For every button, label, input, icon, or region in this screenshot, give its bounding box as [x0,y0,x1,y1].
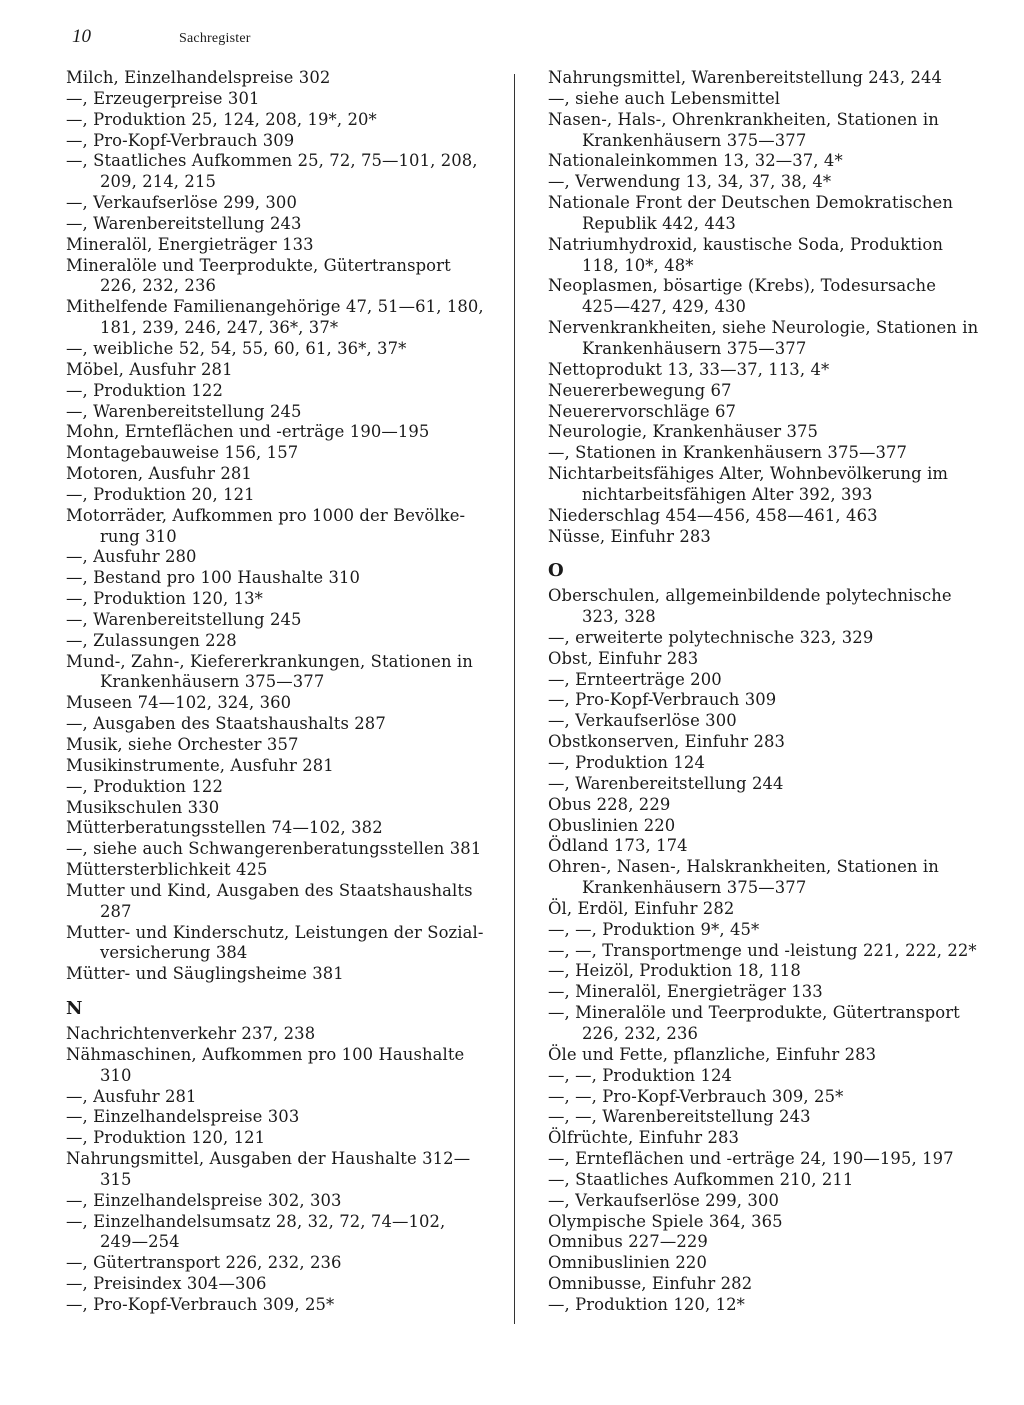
index-entry: —, Ausfuhr 281 [66,1086,197,1106]
index-entry: —, Stationen in Krankenhäusern 375—377 [548,443,908,463]
index-entry-continuation: versicherung 384 [100,943,248,963]
index-entry: —, Warenbereitstellung 243 [66,213,302,233]
index-entry: —, Produktion 120, 121 [66,1128,266,1148]
index-entry: Nähmaschinen, Aufkommen pro 100 Haushalte [66,1044,465,1064]
index-entry: —, Gütertransport 226, 232, 236 [66,1253,342,1273]
index-entry: —, Ausgaben des Staatshaushalts 287 [66,714,386,734]
index-entry: Mineralöl, Energieträger 133 [66,234,314,254]
index-entry: —, Einzelhandelsumsatz 28, 32, 72, 74—102, [66,1211,446,1231]
index-entry: Museen 74—102, 324, 360 [66,693,292,713]
index-entry: —, —, Produktion 9*, 45* [548,919,760,939]
index-entry: —, Warenbereitstellung 245 [66,401,302,421]
index-entry: Oberschulen, allgemeinbildende polytechnische [548,586,952,606]
index-entry: Olympische Spiele 364, 365 [548,1211,783,1231]
index-entry: Obuslinien 220 [548,815,676,835]
index-entry: Nüsse, Einfuhr 283 [548,526,711,546]
index-entry: —, Bestand pro 100 Haushalte 310 [66,568,361,588]
index-entry: —, Staatliches Aufkommen 210, 211 [548,1169,854,1189]
index-entry: Mutter- und Kinderschutz, Leistungen der Sozial- [66,922,484,942]
index-entry-continuation: Republik 442, 443 [582,213,736,233]
index-entry: —, Warenbereitstellung 245 [66,609,302,629]
index-entry-continuation: Krankenhäusern 375—377 [582,878,807,898]
index-entry: Neuererbewegung 67 [548,380,732,400]
index-entry: —, erweiterte polytechnische 323, 329 [548,627,874,647]
index-entry: Ödland 173, 174 [548,836,688,856]
index-entry: Musik, siehe Orchester 357 [66,735,299,754]
index-entry: —, Pro-Kopf-Verbrauch 309 [548,690,777,710]
index-entry: Mütterberatungsstellen 74—102, 382 [66,818,383,838]
index-entry: Natriumhydroxid, kaustische Soda, Produktion [548,234,943,254]
index-entry: Neuerervorschläge 67 [548,401,737,421]
index-entry: Musikinstrumente, Ausfuhr 281 [66,755,334,775]
index-entry: Obstkonserven, Einfuhr 283 [548,732,786,752]
index-entry: Niederschlag 454—456, 458—461, 463 [548,505,878,525]
index-entry-continuation: 287 [100,901,132,921]
index-entry-continuation: Krankenhäusern 375—377 [582,338,807,358]
index-column-left [66,68,506,1316]
index-entry: Milch, Einzelhandelspreise 302 [66,68,331,87]
index-entry: —, Pro-Kopf-Verbrauch 309, 25* [66,1294,335,1314]
index-entry-continuation: 118, 10*, 48* [582,255,694,275]
index-entry-continuation: 249—254 [100,1232,180,1252]
index-entry: —, Warenbereitstellung 244 [548,773,784,793]
index-column-right [548,68,978,1316]
index-entry: —, Verkaufserlöse 299, 300 [548,1190,779,1210]
index-entry: Obus 228, 229 [548,794,671,814]
index-entry-continuation: Krankenhäusern 375—377 [100,672,325,692]
index-entry: Mohn, Ernteflächen und -erträge 190—195 [66,422,430,442]
index-entry: Möbel, Ausfuhr 281 [66,359,233,379]
index-entry: —, Ernteflächen und -erträge 24, 190—195, 197 [548,1149,954,1169]
index-entry: —, Verkaufserlöse 299, 300 [66,193,297,213]
index-entry: —, siehe auch Schwangerenberatungsstellen 381 [66,839,482,859]
index-entry: —, Staatliches Aufkommen 25, 72, 75—101, 208, [66,151,478,171]
index-entry: Müttersterblichkeit 425 [66,860,268,880]
index-entry: —, Mineralöl, Energieträger 133 [548,982,823,1002]
index-entry: Mineralöle und Teerprodukte, Gütertransport [66,255,451,275]
index-entry: —, Verkaufserlöse 300 [548,711,737,731]
index-entry: Musikschulen 330 [66,797,220,817]
index-entry-continuation: 315 [100,1169,132,1189]
index-entry: Nichtarbeitsfähiges Alter, Wohnbevölkerung im [548,464,949,484]
index-entry: —, Heizöl, Produktion 18, 118 [548,961,801,981]
index-entry: Nationaleinkommen 13, 32—37, 4* [548,151,843,171]
index-entry: Nahrungsmittel, Warenbereitstellung 243, 244 [548,68,943,87]
index-entry: —, Produktion 122 [66,380,223,400]
index-entry: Nasen-, Hals-, Ohrenkrankheiten, Stationen in [548,109,939,129]
index-entry: —, —, Warenbereitstellung 243 [548,1107,811,1127]
index-entry: Ölfrüchte, Einfuhr 283 [548,1128,740,1148]
index-entry-continuation: 181, 239, 246, 247, 36*, 37* [100,318,339,338]
page-header [72,26,251,48]
index-entry-continuation: 323, 328 [582,607,656,627]
index-entry: —, siehe auch Lebensmittel [548,88,781,108]
index-entry-continuation: 226, 232, 236 [582,1023,698,1043]
index-entry: Nahrungsmittel, Ausgaben der Haushalte 312— [66,1149,471,1169]
index-entry: —, Produktion 20, 121 [66,484,255,504]
index-entry: Nationale Front der Deutschen Demokratischen [548,193,953,213]
index-entry: Montagebauweise 156, 157 [66,443,299,463]
index-entry: —, Verwendung 13, 34, 37, 38, 4* [548,172,832,192]
index-section-letter: N [66,998,83,1020]
index-entry: —, Einzelhandelspreise 302, 303 [66,1190,342,1210]
index-entry: Neoplasmen, bösartige (Krebs), Todesursache [548,276,936,296]
index-entry: —, Produktion 124 [548,753,705,772]
index-entry: —, Produktion 25, 124, 208, 19*, 20* [66,109,377,129]
index-entry: Motorräder, Aufkommen pro 1000 der Bevölke- [66,505,466,525]
index-entry: Mithelfende Familienangehörige 47, 51—61, 180, [66,297,484,317]
index-entry: Nachrichtenverkehr 237, 238 [66,1023,316,1043]
index-entry: —, weibliche 52, 54, 55, 60, 61, 36*, 37* [66,338,407,358]
index-entry: Omnibusse, Einfuhr 282 [548,1274,753,1294]
index-entry: Ohren-, Nasen-, Halskrankheiten, Stationen in [548,857,939,877]
index-entry: —, Preisindex 304—306 [66,1274,267,1294]
running-title: Sachregister [179,31,251,46]
index-entry: Obst, Einfuhr 283 [548,648,699,668]
index-entry-continuation: 425—427, 429, 430 [582,297,747,317]
index-entry: Mund-, Zahn-, Kiefererkrankungen, Stationen in [66,651,473,671]
index-entry: Öle und Fette, pflanzliche, Einfuhr 283 [548,1044,877,1064]
index-entry-continuation: nichtarbeitsfähigen Alter 392, 393 [582,484,873,504]
index-entry: —, Einzelhandelspreise 303 [66,1107,300,1127]
column-divider [514,74,515,1324]
index-entry: Omnibus 227—229 [548,1232,708,1252]
index-entry: —, Pro-Kopf-Verbrauch 309 [66,130,295,150]
index-entry: —, —, Produktion 124 [548,1065,733,1085]
index-entry: Mutter und Kind, Ausgaben des Staatshaushalts [66,880,473,900]
index-entry-continuation: 310 [100,1065,132,1085]
index-entry: Öl, Erdöl, Einfuhr 282 [548,898,735,918]
index-entry: —, Mineralöle und Teerprodukte, Gütertransport [548,1003,960,1023]
index-entry: —, Produktion 120, 12* [548,1294,745,1314]
index-entry: Mütter- und Säuglingsheime 381 [66,964,344,984]
index-entry-continuation: 226, 232, 236 [100,276,216,296]
index-entry: —, Produktion 122 [66,776,223,796]
index-entry: —, —, Pro-Kopf-Verbrauch 309, 25* [548,1086,844,1106]
index-entry: Omnibuslinien 220 [548,1253,707,1273]
index-entry: —, Erzeugerpreise 301 [66,88,260,108]
index-entry: Nettoprodukt 13, 33—37, 113, 4* [548,359,830,379]
index-entry: Motoren, Ausfuhr 281 [66,464,252,484]
index-entry-continuation: rung 310 [100,526,177,546]
index-entry: Neurologie, Krankenhäuser 375 [548,422,819,442]
index-entry: Nervenkrankheiten, siehe Neurologie, Stationen in [548,318,979,338]
index-entry-continuation: Krankenhäusern 375—377 [582,130,807,150]
index-entry: —, Ernteerträge 200 [548,669,722,689]
index-entry: —, Ausfuhr 280 [66,547,197,567]
index-entry: —, —, Transportmenge und -leistung 221, 222, 22* [548,940,977,960]
index-entry: —, Produktion 120, 13* [66,589,263,609]
index-entry-continuation: 209, 214, 215 [100,172,216,192]
index-section-letter: O [548,560,564,582]
index-entry: —, Zulassungen 228 [66,630,237,650]
page-number: 10 [72,26,91,47]
